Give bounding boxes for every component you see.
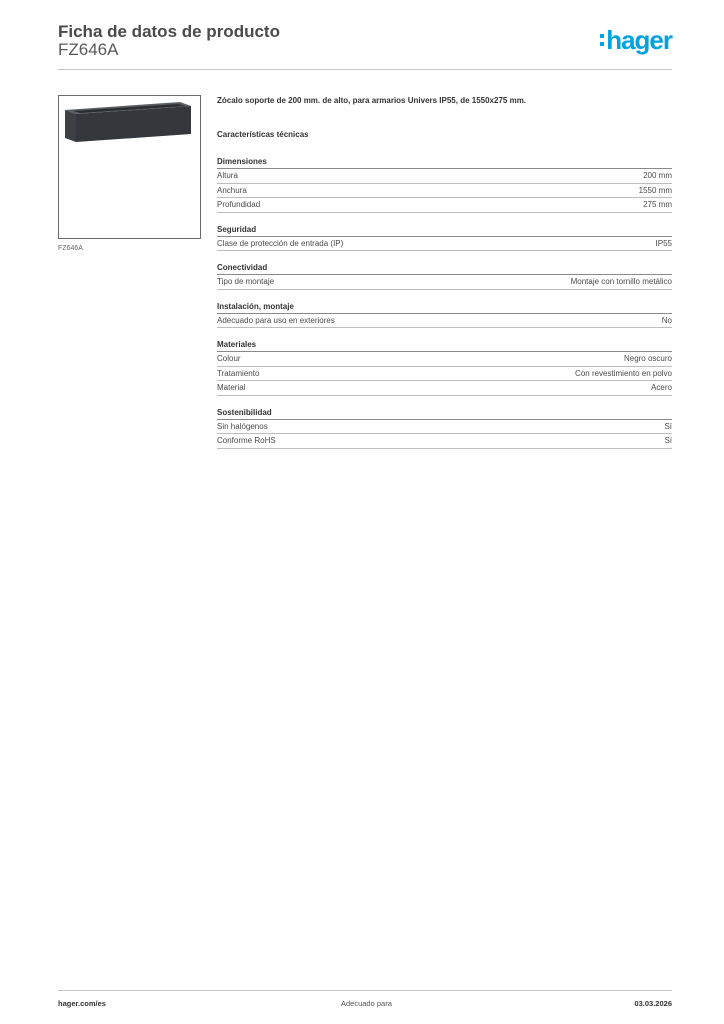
spec-row <box>217 275 672 290</box>
spec-group-title: Sostenibilidad <box>217 407 672 420</box>
spec-group-dimensiones <box>217 156 672 213</box>
spec-group-sostenibilidad <box>217 407 672 449</box>
spec-label: Adecuado para uso en exteriores <box>217 315 335 325</box>
spec-group-conectividad <box>217 262 672 290</box>
spec-label: Material <box>217 383 246 392</box>
spec-value: 1550 mm <box>638 185 672 195</box>
tech-characteristics-heading: Características técnicas <box>217 130 309 139</box>
product-image <box>58 95 201 239</box>
product-description: Zócalo soporte de 200 mm. de alto, para armarios Univers IP55, de 1550x275 mm. <box>217 96 527 105</box>
spec-label: Anchura <box>217 185 247 195</box>
spec-group-materiales <box>217 339 672 396</box>
spec-value: Con revestimiento en polvo <box>575 368 672 378</box>
plinth-illustration <box>59 96 200 238</box>
spec-value: Negro oscuro <box>623 354 672 363</box>
spec-row <box>217 184 672 199</box>
logo-text: hager <box>606 25 672 55</box>
spec-row <box>217 198 672 213</box>
spec-label: Altura <box>217 171 238 180</box>
spec-row <box>217 381 672 396</box>
product-specs <box>217 95 672 460</box>
spec-group-title: Dimensiones <box>217 156 672 169</box>
spec-row <box>217 420 672 435</box>
spec-label: Tipo de montaje <box>217 277 275 286</box>
spec-value: Sí <box>664 421 672 431</box>
spec-group-seguridad <box>217 224 672 252</box>
spec-label: Profundidad <box>217 200 261 209</box>
spec-value: IP55 <box>655 238 672 248</box>
spec-label: Colour <box>217 354 241 363</box>
spec-row <box>217 367 672 382</box>
image-caption: FZ646A <box>58 245 83 252</box>
spec-label: Clase de protección de entrada (IP) <box>217 238 344 248</box>
spec-row <box>217 352 672 367</box>
spec-label: Conforme RoHS <box>217 436 276 445</box>
spec-value: No <box>661 315 672 325</box>
spec-row <box>217 169 672 184</box>
document-footer <box>58 990 672 1008</box>
spec-label: Tratamiento <box>217 368 260 378</box>
product-code: FZ646A <box>58 40 119 59</box>
spec-group-title: Materiales <box>217 339 672 352</box>
footer-center-text: Adecuado para <box>341 999 392 1008</box>
document-title: Ficha de datos de producto <box>58 22 280 41</box>
spec-row <box>217 434 672 449</box>
spec-value: 275 mm <box>643 200 672 209</box>
spec-row <box>217 237 672 252</box>
footer-date: 03.03.2026 <box>634 999 672 1008</box>
spec-group-title: Conectividad <box>217 262 672 275</box>
spec-group-title: Instalación, montaje <box>217 301 672 314</box>
spec-value: Acero <box>651 383 672 392</box>
spec-value: Sí <box>664 436 672 445</box>
spec-value: 200 mm <box>643 171 672 180</box>
spec-label: Sin halógenos <box>217 421 268 431</box>
logo-dots <box>600 32 604 48</box>
spec-value: Montaje con tornillo metálico <box>570 277 672 286</box>
footer-website: hager.com/es <box>58 999 106 1008</box>
spec-row <box>217 314 672 329</box>
spec-group-title: Seguridad <box>217 224 672 237</box>
document-header <box>58 20 672 70</box>
spec-group-instalacion <box>217 301 672 329</box>
hager-logo <box>600 26 672 54</box>
